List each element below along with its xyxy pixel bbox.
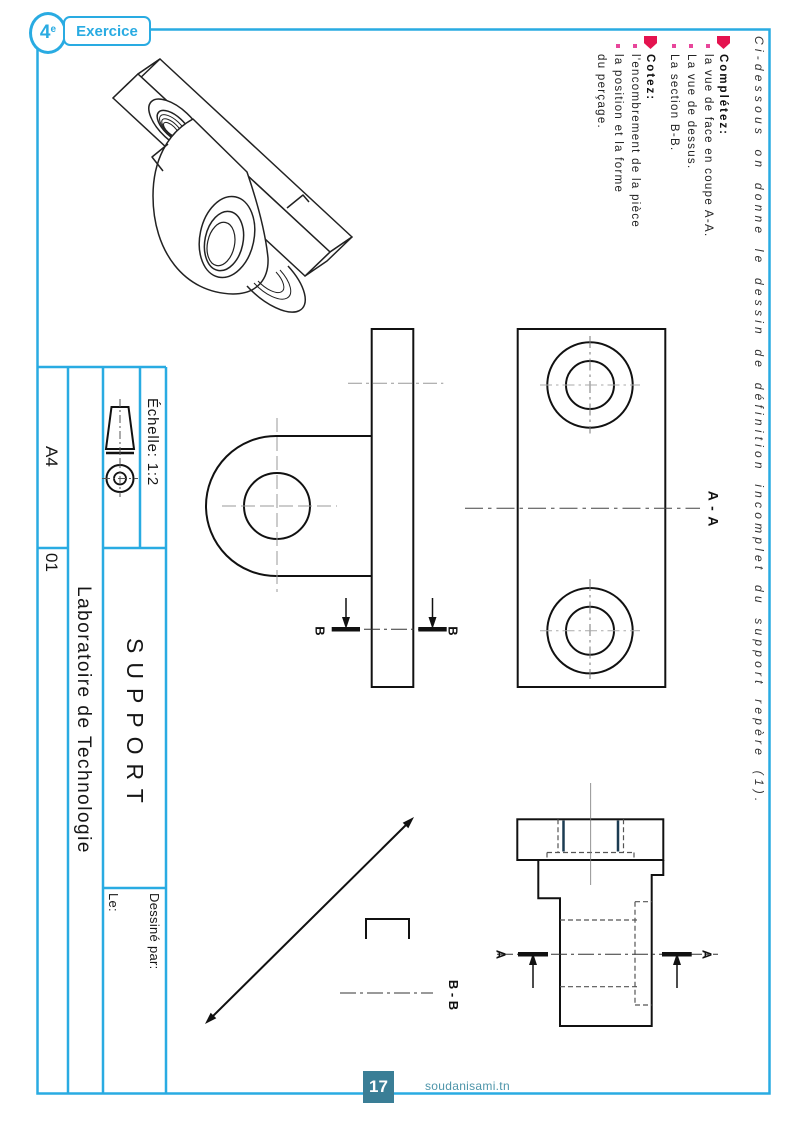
- cut-label-a-right: A: [699, 949, 715, 960]
- dot-bullet-icon: [706, 44, 710, 48]
- cutting-plane-a: [494, 950, 718, 988]
- exercise-badge-text: Exercice: [76, 22, 138, 40]
- dot-bullet-icon: [689, 44, 693, 48]
- grade-badge: [29, 12, 67, 54]
- dot-bullet-icon: [672, 44, 676, 48]
- completez-heading: Complétez:: [717, 36, 730, 896]
- projection-symbol: [102, 399, 138, 497]
- titleblock-drawn-by: Dessiné par:: [147, 893, 162, 970]
- list-item: La section B-B.: [665, 44, 682, 896]
- cutting-plane-b: [313, 598, 461, 636]
- grade-suffix: e: [50, 23, 57, 35]
- titleblock-scale: Échelle: 1:2: [144, 398, 161, 486]
- list-item: la vue de face en coupe A-A.: [699, 44, 716, 896]
- list-item: la position et la forme du perçage.: [592, 44, 626, 896]
- instructions-intro: Ci-dessous on donne le dessin de définition incomplet du support repère (1).: [752, 36, 766, 806]
- section-bb-view: [340, 919, 461, 1010]
- cotez-list: [592, 36, 643, 896]
- cut-label-b-right: B: [445, 626, 461, 636]
- front-view-section: [206, 329, 461, 687]
- grade-number: 4: [39, 22, 51, 43]
- list-item: La vue de dessus.: [682, 44, 699, 896]
- completez-list: [665, 36, 716, 896]
- cotez-heading: Cotez:: [644, 36, 657, 896]
- watermark-text: soudanisami.tn: [425, 1079, 510, 1093]
- cut-label-b-left: B: [312, 626, 328, 636]
- titleblock-lab: Laboratoire de Technologie: [73, 586, 94, 854]
- titleblock-date: Le:: [106, 893, 121, 912]
- arrow-bullet-icon: [644, 36, 657, 49]
- cut-label-a-left: A: [493, 949, 509, 960]
- dot-bullet-icon: [616, 44, 620, 48]
- isometric-view: [113, 59, 352, 312]
- titleblock-format: A4: [42, 446, 61, 467]
- dot-bullet-icon: [633, 44, 637, 48]
- titleblock-number: 01: [42, 553, 61, 572]
- section-bb-label: B - B: [446, 979, 462, 1011]
- exercise-badge: [63, 16, 151, 46]
- list-item: l'encombrement de la pièce: [626, 44, 643, 896]
- titleblock-title: SUPPORT: [122, 638, 148, 812]
- instructions-block: [592, 36, 766, 896]
- section-aa-label: A - A: [705, 490, 722, 528]
- arrow-bullet-icon: [717, 36, 730, 49]
- page-number-badge: 17: [363, 1071, 394, 1103]
